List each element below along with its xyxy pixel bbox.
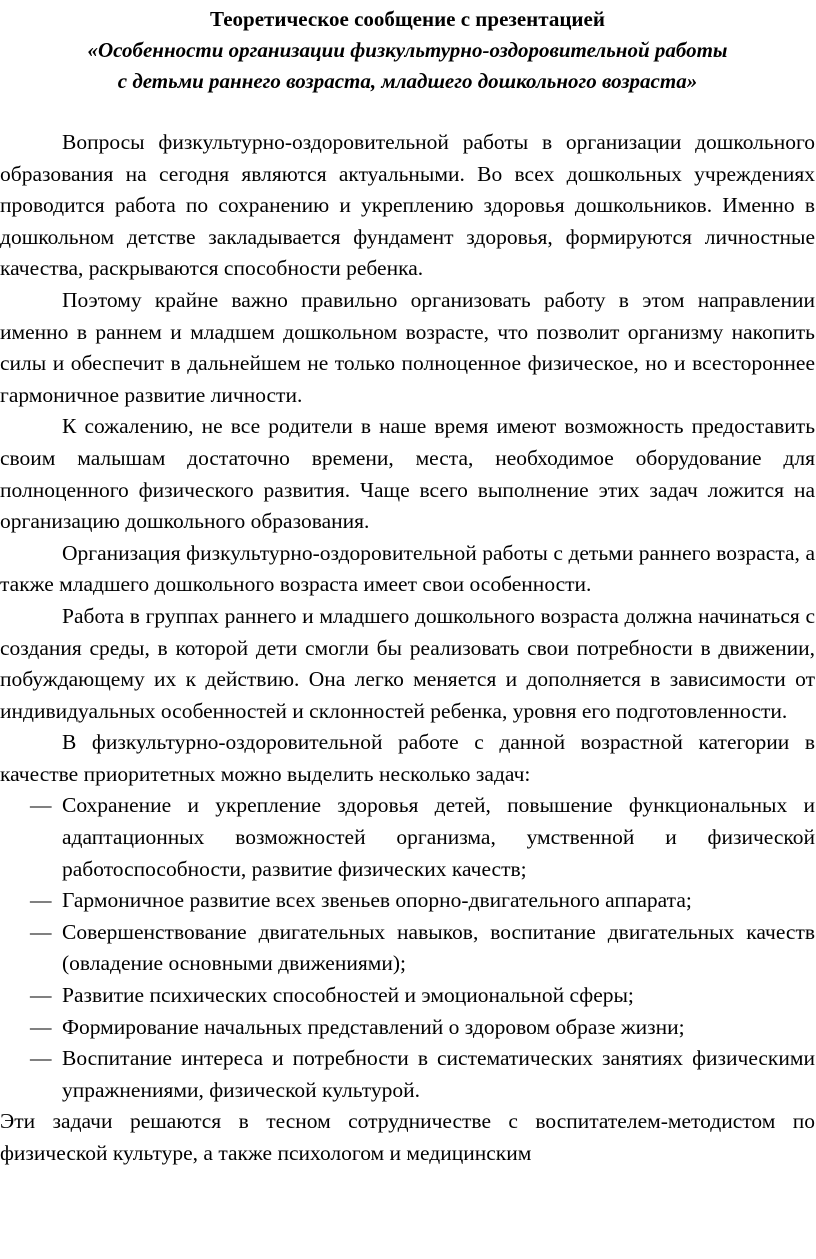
paragraph: Вопросы физкультурно-оздоровительной работы в организации дошкольного образования на сегодня являются актуальными. Во всех дошкольных учреждениях проводится работа по сохранению и укреплению здоровья дошкольников. Именно в дошкольном детстве закладывается фундамент здоровья, формируются личностные качества, раскрываются способности ребенка. (0, 130, 815, 281)
list-item-text: Гармоничное развитие всех звеньев опорно-двигательного аппарата; (62, 888, 692, 913)
list-item-text: Формирование начальных представлений о здоровом образе жизни; (62, 1014, 685, 1039)
task-list (0, 790, 815, 1106)
document-header (0, 4, 815, 97)
document-page (0, 4, 815, 1170)
list-item (0, 790, 815, 885)
dash-bullet: — (30, 1014, 52, 1039)
dash-bullet: — (30, 983, 52, 1008)
dash-bullet: — (30, 1046, 52, 1071)
paragraph: Работа в группах раннего и младшего дошкольного возраста должна начинаться с создания среды, в которой дети смогли бы реализовать свои потребности в движении, побуждающему их к действию. Она легко меняется и дополняется в зависимости от индивидуальных особенностей и склонностей ребенка, уровня его подготовленности. (0, 603, 815, 723)
list-item (0, 885, 815, 917)
paragraph: К сожалению, не все родители в наше время имеют возможность предоставить своим малышам достаточно времени, места, необходимое оборудование для полноценного физического развития. Чаще всего выполнение этих задач ложится на организацию дошкольного образования. (0, 414, 815, 534)
list-item (0, 1012, 815, 1044)
list-item (0, 980, 815, 1012)
paragraph: Организация физкультурно-оздоровительной работы с детьми раннего возраста, а также младшего дошкольного возраста имеет свои особенности. (0, 540, 815, 597)
dash-bullet: — (30, 888, 52, 913)
dash-bullet: — (30, 793, 52, 818)
list-item-text: Развитие психических способностей и эмоциональной сферы; (62, 983, 634, 1008)
closing-paragraph: Эти задачи решаются в тесном сотрудничестве с воспитателем-методистом по физической культуре, а также психологом и медицинским (0, 1109, 815, 1165)
document-body (0, 127, 815, 1170)
document-title: Теоретическое сообщение с презентацией (210, 7, 605, 31)
list-item (0, 917, 815, 980)
list-item-text: Сохранение и укрепление здоровья детей, повышение функциональных и адаптационных возможностей организма, умственной и физической работоспособности, развитие физических качеств; (62, 793, 815, 881)
document-subtitle-line-1: «Особенности организации физкультурно-оздоровительной работы (87, 38, 728, 62)
list-item-text: Воспитание интереса и потребности в систематических занятиях физическими упражнениями, физической культурой. (62, 1046, 815, 1102)
dash-bullet: — (30, 919, 52, 944)
paragraph: В физкультурно-оздоровительной работе с данной возрастной категории в качестве приоритетных можно выделить несколько задач: (0, 730, 815, 786)
list-item (0, 1043, 815, 1106)
paragraph: Поэтому крайне важно правильно организовать работу в этом направлении именно в раннем и младшем дошкольном возрасте, что позволит организму накопить силы и обеспечит в дальнейшем не только полноценное физическое, но и всестороннее гармоничное развитие личности. (0, 287, 815, 407)
list-item-text: Совершенствование двигательных навыков, воспитание двигательных качеств (овладение основными движениями); (62, 919, 815, 976)
document-subtitle-line-2: с детьми раннего возраста, младшего дошкольного возраста» (117, 69, 698, 93)
